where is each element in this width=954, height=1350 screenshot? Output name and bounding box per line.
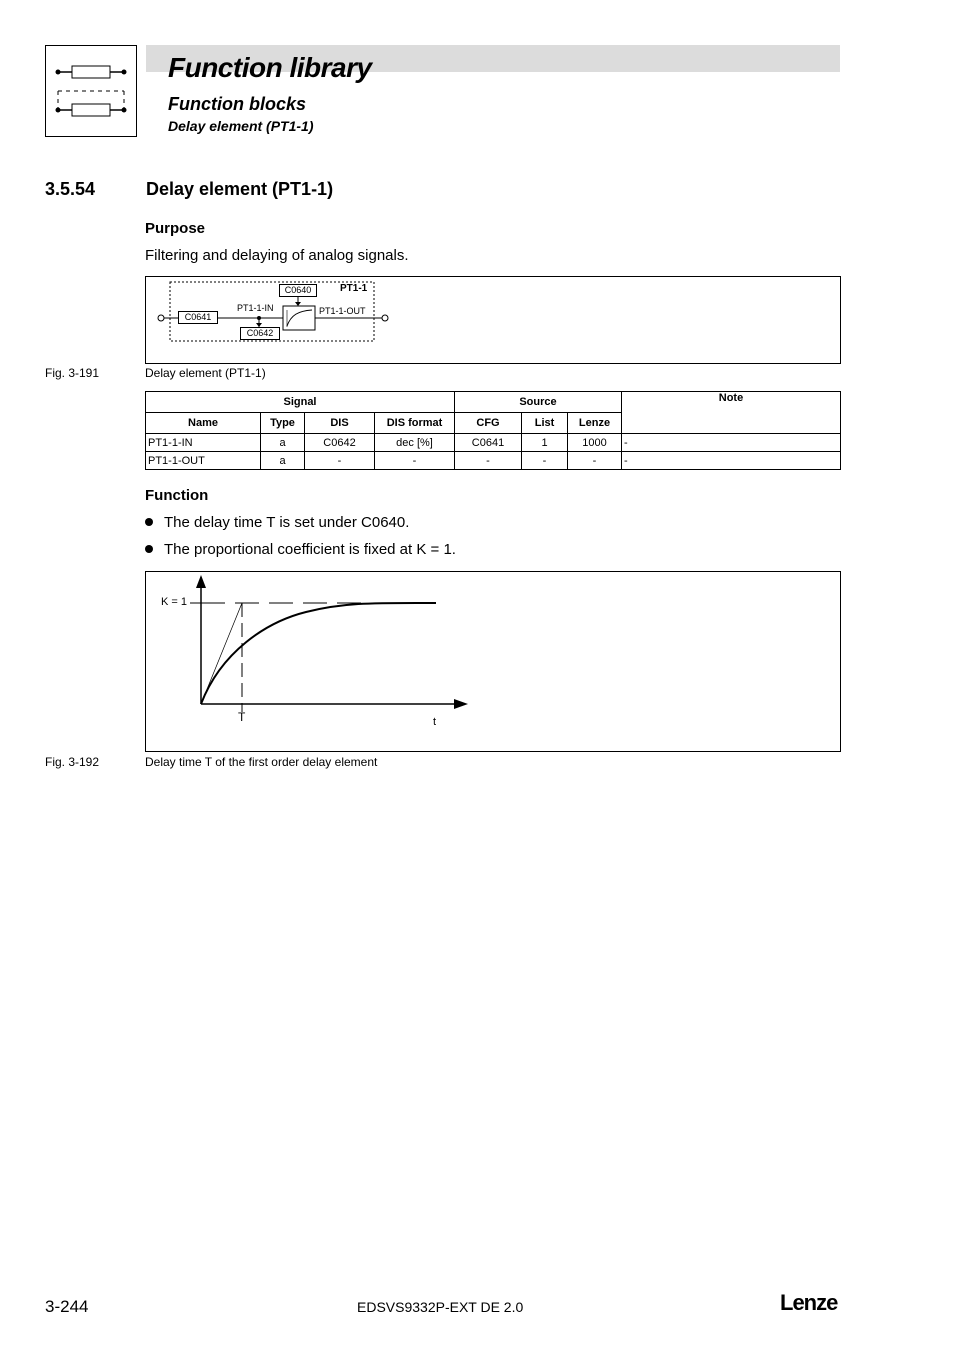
axis-label: t [433, 716, 437, 728]
fig2-caption: Delay time T of the first order delay element [145, 755, 378, 769]
col-header: Name [146, 413, 261, 434]
cell: - [455, 452, 522, 470]
cell: - [375, 452, 455, 470]
cell: C0641 [455, 434, 522, 452]
signal-table [145, 391, 841, 470]
block-diagram [145, 276, 841, 364]
section-title: Delay element (PT1-1) [146, 179, 334, 199]
fig1-number: Fig. 3-191 [45, 366, 100, 380]
doc-id: EDSVS9332P-EXT DE 2.0 [357, 1299, 524, 1315]
cell: dec [%] [375, 434, 455, 452]
page-subtitle: Function blocks [168, 94, 307, 114]
lenze-logo: Lenze [780, 1290, 838, 1315]
output-label: PT1-1-OUT [319, 306, 366, 316]
section-number: 3.5.54 [45, 179, 96, 199]
t-label: T [238, 710, 246, 724]
block-name: PT1-1 [340, 283, 368, 294]
cell: a [261, 434, 305, 452]
fig1-caption: Delay element (PT1-1) [145, 366, 266, 380]
table-group-note: Note [622, 392, 841, 434]
purpose-heading: Purpose [145, 220, 206, 237]
table-row [146, 452, 841, 470]
fig2-number: Fig. 3-192 [45, 755, 100, 769]
col-header: List [522, 413, 568, 434]
page-subsubtitle: Delay element (PT1-1) [168, 118, 314, 134]
table-group-signal: Signal [146, 392, 455, 413]
cell: - [622, 434, 841, 452]
bullet-item [145, 514, 409, 531]
code-c0642: C0642 [240, 327, 280, 340]
cell: PT1-1-OUT [146, 452, 261, 470]
function-heading: Function [145, 487, 209, 504]
input-label: PT1-1-IN [237, 303, 274, 313]
cell: - [305, 452, 375, 470]
k-label: K = 1 [161, 596, 187, 608]
code-c0641: C0641 [178, 311, 218, 324]
cell: - [622, 452, 841, 470]
cell: - [568, 452, 622, 470]
bullet-text: The proportional coefficient is fixed at K = 1. [164, 541, 456, 558]
bullet-icon [145, 545, 153, 553]
cell: a [261, 452, 305, 470]
cell: 1000 [568, 434, 622, 452]
col-header: Lenze [568, 413, 622, 434]
col-header: Type [261, 413, 305, 434]
bullet-text: The delay time T is set under C0640. [164, 514, 410, 531]
purpose-text: Filtering and delaying of analog signals. [145, 247, 409, 264]
page-number: 3-244 [45, 1297, 89, 1316]
page-title: Function library [168, 52, 372, 83]
bullet-icon [145, 518, 153, 526]
cell: - [522, 452, 568, 470]
table-group-source: Source [455, 392, 622, 413]
step-response-graph [145, 571, 841, 752]
cell: C0642 [305, 434, 375, 452]
col-header: DIS [305, 413, 375, 434]
bullet-item [145, 541, 456, 558]
col-header: DIS format [375, 413, 455, 434]
code-c0640: C0640 [279, 284, 317, 297]
cell: PT1-1-IN [146, 434, 261, 452]
table-row [146, 434, 841, 452]
col-header: CFG [455, 413, 522, 434]
cell: 1 [522, 434, 568, 452]
chapter-icon [45, 45, 137, 137]
